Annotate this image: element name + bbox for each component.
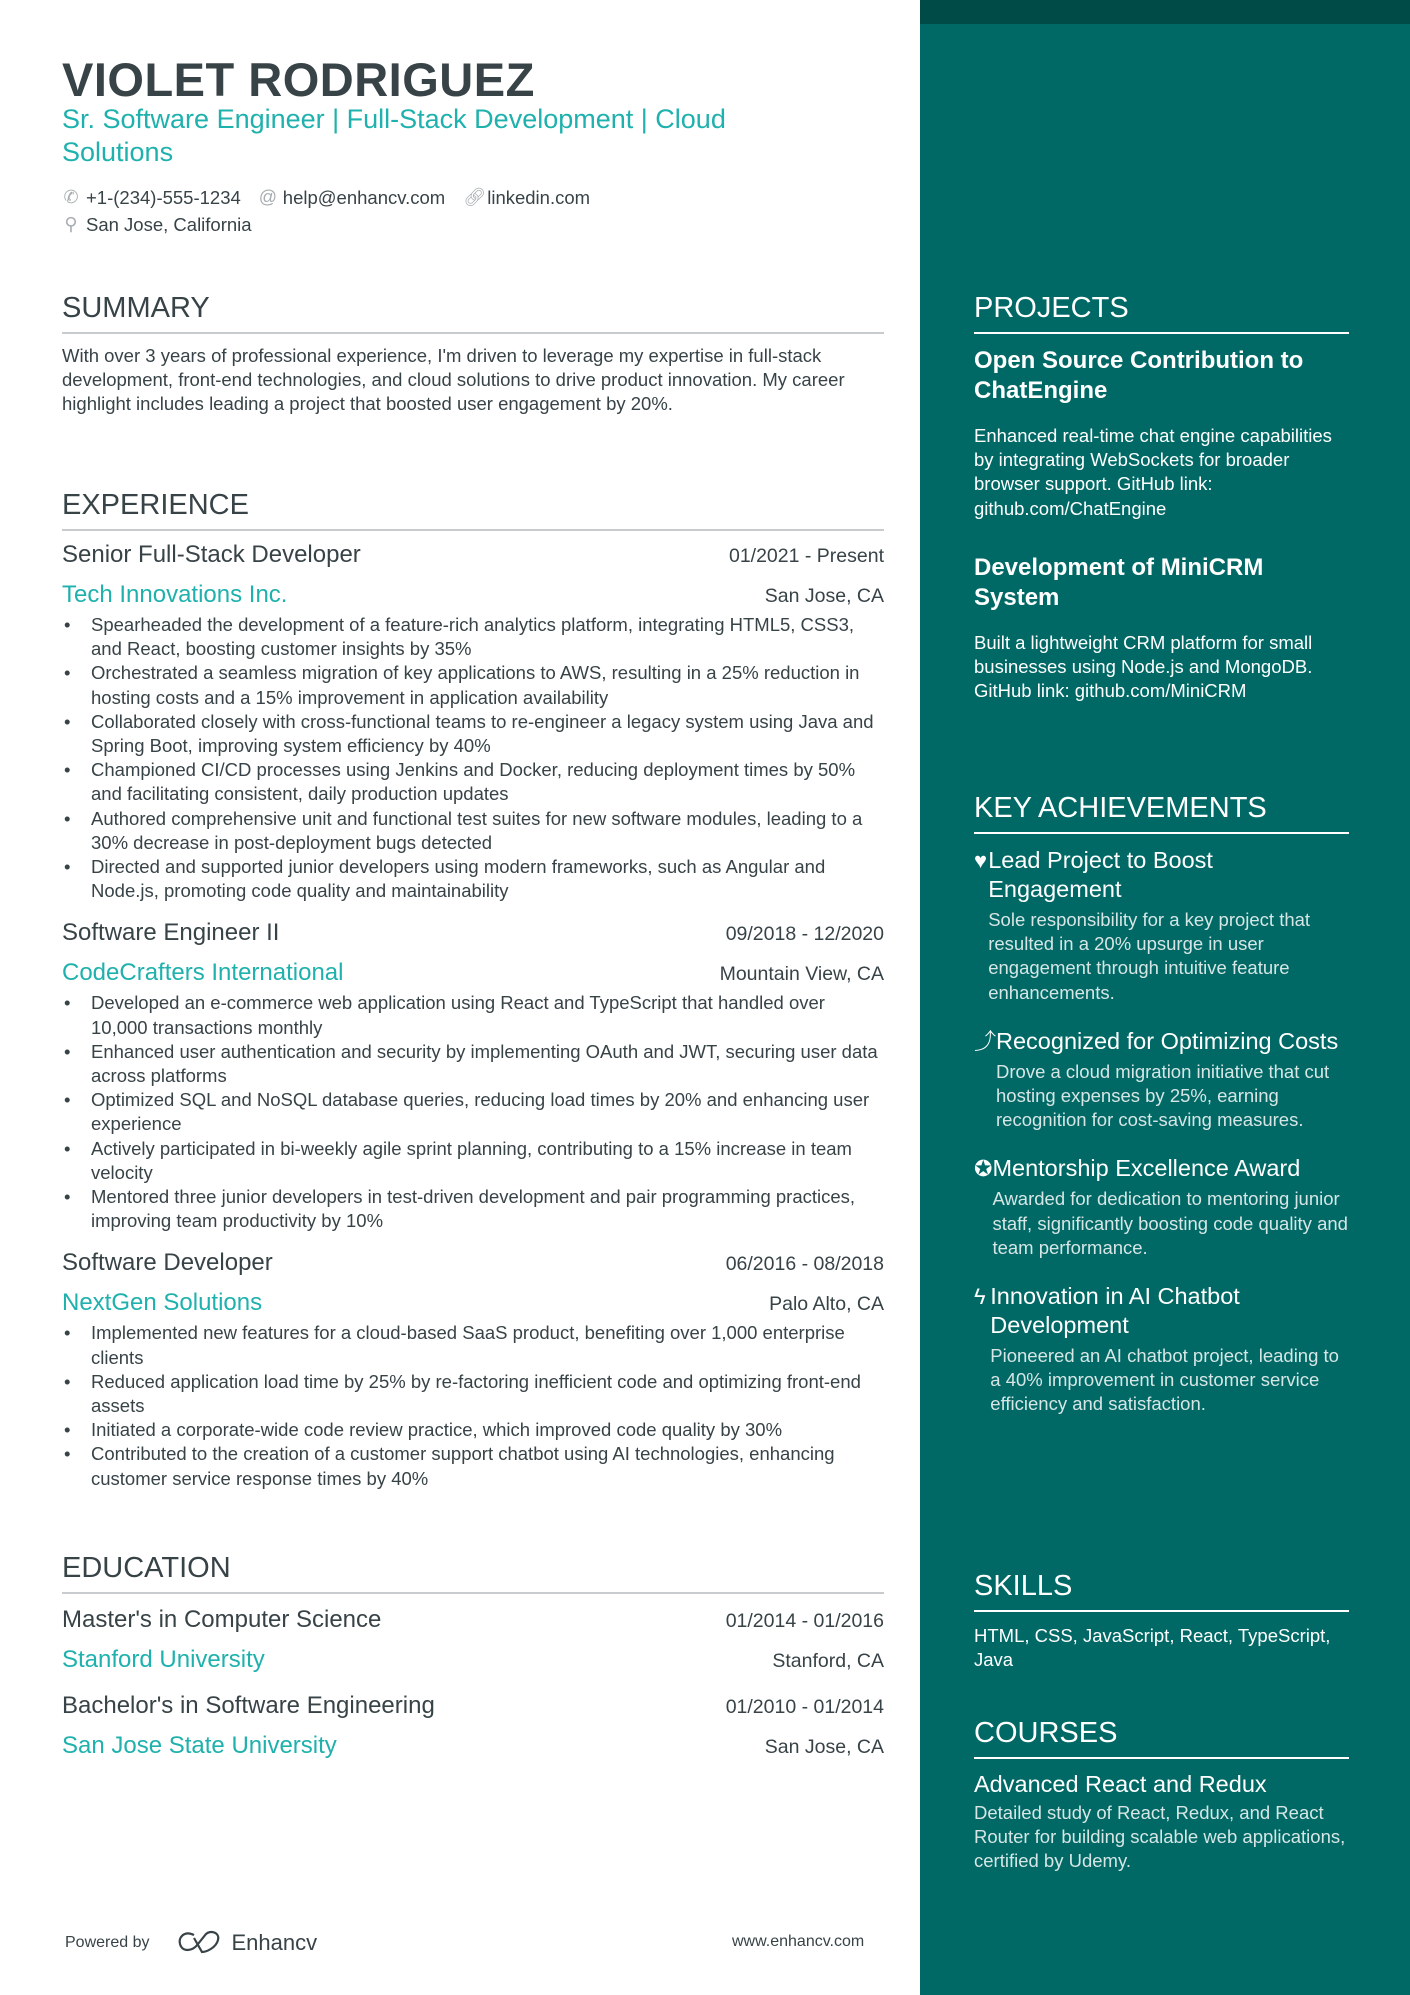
project-title: Development of MiniCRM System — [974, 553, 1264, 611]
bullet-item: • Implemented new features for a cloud-based SaaS product, benefiting over 1,000 enterprise clients — [62, 1321, 884, 1369]
achievement-entry — [974, 1027, 1349, 1133]
achievement-entry — [974, 1282, 1349, 1417]
job-dates: 09/2018 - 12/2020 — [725, 923, 884, 946]
section-heading: SUMMARY — [62, 290, 884, 334]
bullet-item: • Optimized SQL and NoSQL database queries, reducing load times by 20% and enhancing user experience — [62, 1088, 884, 1136]
link-icon: 🔗︎ — [463, 187, 487, 207]
bolt-icon: ϟ — [974, 1284, 986, 1310]
bullet-item: • Developed an e-commerce web application using React and TypeScript that handled over 10,000 transactions monthly — [62, 991, 884, 1039]
achievement-entry — [974, 1154, 1349, 1260]
section-heading: PROJECTS — [974, 290, 1349, 334]
job-company-row — [62, 949, 884, 989]
education-school-row — [62, 1730, 884, 1762]
achievement-description: Sole responsibility for a key project that resulted in a 20% upsurge in user engagement through intuitive feature enhancements. — [988, 909, 1311, 1003]
education-header — [62, 1604, 884, 1636]
education-section — [62, 1550, 884, 1762]
phone-icon: ✆ — [63, 187, 79, 207]
enhancv-logo[interactable] — [176, 1930, 318, 1956]
achievement-content — [992, 1154, 1349, 1260]
section-heading: COURSES — [974, 1715, 1349, 1759]
bullet-item: • Orchestrated a seamless migration of key applications to AWS, resulting in a 25% reduction in hosting costs and a 15% improvement in application availability — [62, 661, 884, 709]
job-dates: 06/2016 - 08/2018 — [725, 1253, 884, 1276]
school-name: Stanford University — [62, 1646, 265, 1673]
contact-row — [62, 184, 884, 211]
job-location: Mountain View, CA — [719, 963, 884, 986]
degree: Bachelor's in Software Engineering — [62, 1692, 435, 1719]
courses-section — [974, 1715, 1349, 1874]
achievement-entry — [974, 846, 1349, 1005]
project-entry — [974, 346, 1349, 521]
job-location: San Jose, CA — [764, 585, 884, 607]
course-title: Advanced React and Redux — [974, 1771, 1267, 1797]
enhancv-logo-icon — [176, 1930, 224, 1956]
projects-section — [974, 290, 1349, 703]
enhancv-brand: Enhancv — [231, 1930, 318, 1955]
education-header — [62, 1690, 884, 1722]
job-bullets — [62, 991, 884, 1233]
course-description: Detailed study of React, Redux, and React Router for building scalable web applications, certified by Udemy. — [974, 1802, 1346, 1872]
location: San Jose, California — [86, 214, 252, 235]
chart-arrow-icon: ⤴ — [974, 1028, 997, 1054]
job-company-row — [62, 571, 884, 611]
sidebar — [920, 0, 1410, 1995]
email[interactable]: help@enhancv.com — [282, 187, 446, 208]
company-name: Tech Innovations Inc. — [62, 581, 288, 608]
sidebar-top-band — [920, 0, 1410, 24]
job-header — [62, 1247, 884, 1279]
location-pin-icon: ⚲ — [64, 214, 78, 234]
achievement-description: Pioneered an AI chatbot project, leading to a 40% improvement in customer service efficiency and satisfaction. — [990, 1345, 1339, 1415]
footer-url[interactable]: www.enhancv.com — [732, 1933, 865, 1950]
company-name: NextGen Solutions — [62, 1289, 263, 1317]
powered-by: Powered by — [65, 1934, 150, 1951]
location-row — [62, 211, 884, 238]
job-bullets — [62, 1321, 884, 1490]
phone[interactable]: +1-(234)-555-1234 — [86, 187, 241, 208]
project-description: Built a lightweight CRM platform for small businesses using Node.js and MongoDB. GitHub link: github.com/MiniCRM — [974, 631, 1313, 702]
bullet-item: • Actively participated in bi-weekly agile sprint planning, contributing to a 15% increase in team velocity — [62, 1137, 884, 1185]
award-icon: ✪ — [974, 1156, 993, 1182]
bullet-item: • Mentored three junior developers in test-driven development and pair programming practices, improving team productivity by 10% — [62, 1185, 884, 1233]
achievement-content — [996, 1027, 1349, 1133]
job-title: Senior Full-Stack Developer — [62, 541, 361, 568]
candidate-title: Sr. Software Engineer | Full-Stack Development | Cloud Solutions — [62, 104, 726, 167]
summary-text: With over 3 years of professional experience, I'm driven to leverage my expertise in full-stack development, front-end technologies, and cloud solutions to drive product innovation. My career highlight includes leading a project that boosted user engagement by 20%. — [62, 345, 845, 415]
skills-text: HTML, CSS, JavaScript, React, TypeScript, Java — [974, 1625, 1331, 1671]
bullet-item: • Enhanced user authentication and security by implementing OAuth and JWT, securing user data across platforms — [62, 1040, 884, 1088]
project-description: Enhanced real-time chat engine capabilities by integrating WebSockets for broader browser support. GitHub link: github.com/ChatEngine — [974, 425, 1332, 519]
course-entry — [974, 1769, 1349, 1874]
bullet-item: • Championed CI/CD processes using Jenkins and Docker, reducing deployment times by 50% and facilitating consistent, daily production updates — [62, 758, 884, 806]
candidate-name: VIOLET RODRIGUEZ — [62, 53, 535, 106]
achievement-title: Lead Project to Boost Engagement — [988, 847, 1213, 902]
education-dates: 01/2014 - 01/2016 — [725, 1610, 884, 1632]
bullet-item: • Spearheaded the development of a feature-rich analytics platform, integrating HTML5, CSS3, and React, boosting customer insights by 35% — [62, 613, 884, 661]
achievement-title: Innovation in AI Chatbot Development — [990, 1283, 1240, 1339]
achievement-description: Awarded for dedication to mentoring junior staff, significantly boosting code quality and team performance. — [992, 1188, 1348, 1258]
achievement-description: Drove a cloud migration initiative that cut hosting expenses by 25%, earning recognition for cost-saving measures. — [996, 1060, 1330, 1131]
footer-brand — [65, 1930, 317, 1956]
job-title: Software Developer — [62, 1249, 273, 1277]
achievements-section — [974, 790, 1349, 1417]
job-company-row — [62, 1279, 884, 1319]
at-icon: @ — [258, 187, 278, 207]
section-heading: EDUCATION — [62, 1550, 884, 1594]
degree: Master's in Computer Science — [62, 1606, 382, 1633]
job-entry — [62, 1247, 884, 1490]
project-entry — [974, 553, 1349, 704]
education-dates: 01/2010 - 01/2014 — [725, 1696, 884, 1718]
bullet-item: • Authored comprehensive unit and functional test suites for new software modules, leading to a 30% decrease in post-deployment bugs detected — [62, 807, 884, 855]
job-header — [62, 917, 884, 949]
summary-section — [62, 290, 884, 417]
bullet-item: • Directed and supported junior developers using modern frameworks, such as Angular and Node.js, promoting code quality and maintainability — [62, 855, 884, 903]
section-heading: EXPERIENCE — [62, 487, 884, 531]
project-title: Open Source Contribution to ChatEngine — [974, 347, 1304, 404]
job-entry — [62, 917, 884, 1233]
school-name: San Jose State University — [62, 1732, 337, 1759]
bullet-item: • Collaborated closely with cross-functional teams to re-engineer a legacy system using Java and Spring Boot, improving system efficiency by 40% — [62, 710, 884, 758]
education-location: San Jose, CA — [764, 1736, 884, 1758]
section-heading: KEY ACHIEVEMENTS — [974, 790, 1349, 834]
bullet-item: • Initiated a corporate-wide code review practice, which improved code quality by 30% — [62, 1418, 884, 1442]
job-location: Palo Alto, CA — [769, 1293, 884, 1316]
bullet-item: • Contributed to the creation of a customer support chatbot using AI technologies, enhancing customer service response times by 40% — [62, 1442, 884, 1490]
education-entry — [62, 1604, 884, 1676]
section-heading: SKILLS — [974, 1568, 1349, 1612]
company-name: CodeCrafters International — [62, 959, 344, 987]
job-title: Software Engineer II — [62, 919, 280, 947]
achievement-content — [990, 1282, 1349, 1417]
skills-section — [974, 1568, 1349, 1672]
job-header — [62, 539, 884, 571]
achievement-title: Mentorship Excellence Award — [992, 1155, 1301, 1182]
education-entry — [62, 1690, 884, 1762]
education-school-row — [62, 1644, 884, 1676]
job-bullets — [62, 613, 884, 903]
linkedin-link[interactable]: linkedin.com — [487, 187, 591, 208]
bullet-item: • Reduced application load time by 25% by re-factoring inefficient code and optimizing front-end assets — [62, 1370, 884, 1418]
heart-icon: ♥ — [974, 848, 988, 873]
achievement-title: Recognized for Optimizing Costs — [996, 1027, 1339, 1054]
job-dates: 01/2021 - Present — [728, 545, 884, 567]
experience-section — [62, 487, 884, 1491]
job-entry — [62, 539, 884, 903]
education-location: Stanford, CA — [772, 1650, 884, 1672]
achievement-content — [988, 846, 1349, 1005]
